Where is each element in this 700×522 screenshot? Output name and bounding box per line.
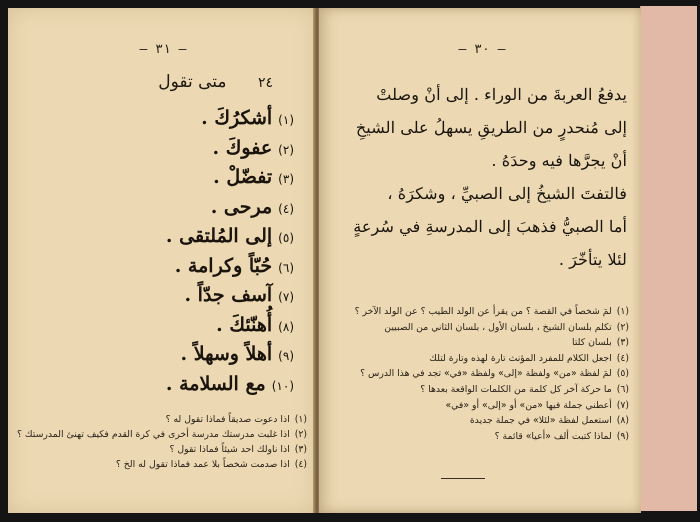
left-question-list (18, 412, 311, 472)
lesson-number: ٢٤ (257, 75, 273, 91)
question-text: بلسان كلتا (572, 337, 612, 349)
question-number: (٢) (294, 429, 307, 440)
question-text: أعطني جملة فيها «من» أو «إلى» أو «في» (445, 399, 612, 411)
question-text: اذا غلبت مدرستك مدرسة أخرى في كرة القدم فكيف تهنئ المدرستك ؟ (17, 429, 290, 440)
question-number: (٣) (616, 337, 629, 349)
phrase-item (18, 104, 308, 134)
phrase-text: مرحى . (210, 195, 273, 218)
question-text: اذا دعوت صديقاً فماذا تقول له ؟ (165, 414, 290, 425)
phrase-item (18, 163, 308, 193)
question-item (18, 412, 311, 427)
question-item (339, 304, 629, 320)
question-text: اذا ناولك احد شيئاً فماذا تقول ؟ (169, 444, 290, 455)
right-question-list (339, 304, 629, 444)
story-line: إلى مُنحدرٍ من الطريقِ يسهلُ على الشيخِ (355, 118, 627, 137)
question-item (339, 413, 629, 429)
phrase-item (18, 252, 308, 282)
question-item (339, 429, 629, 445)
left-page-number: — ٣١ — (139, 42, 187, 57)
question-number: (٩) (616, 430, 629, 442)
story-line: فالتفتَ الشيخُ إلى الصبيِّ ، وشكرَهُ ، (387, 184, 627, 203)
left-page (8, 8, 315, 513)
end-rule (441, 478, 485, 479)
question-text: اجعل الكلام للمفرد المؤنث تارة لهذه وتارة لتلك (429, 352, 612, 364)
question-text: اذا صدمت شخصاً بلا عمد فماذا تقول له الخ ؟ (115, 459, 290, 470)
right-page-number: — ٣٠ — (458, 42, 506, 57)
question-text: استعمل لفظة «لئلا» في جملة جديدة (469, 415, 612, 427)
phrase-number: (٥) (278, 231, 294, 245)
phrase-text: مع السلامة . (165, 372, 266, 395)
question-number: (٦) (616, 383, 629, 395)
story-line: لئلا يتأخّرَ . (558, 250, 627, 269)
question-item (339, 351, 629, 367)
question-number: (٢) (616, 321, 629, 333)
question-text: لمَ شخصاً في القصة ؟ من يقرأ عن الولد الطيب ؟ عن الولد الآخر ؟ (354, 306, 612, 317)
question-number: (٣) (294, 444, 307, 455)
question-number: (١) (294, 414, 307, 425)
lesson-title: متى تقول (158, 72, 227, 92)
story-line: يدفعُ العربةَ من الوراء . إلى أنْ وصلتْ (376, 85, 627, 104)
question-item (339, 398, 629, 414)
question-text: ما حركة آخر كل كلمة من الكلمات الواقعة بعدها ؟ (420, 383, 612, 395)
phrase-number: (٩) (278, 349, 294, 363)
phrase-text: عفوكَ . (212, 136, 273, 159)
story-line: أنْ يجرَّها فيه وحدَهُ . (491, 151, 627, 170)
phrase-text: آسف جدّاً . (184, 284, 273, 306)
phrase-item (18, 340, 308, 370)
phrase-number: (٢) (278, 142, 294, 157)
question-text: تكلم بلسان الشيخ ، بلسان الأول ، بلسان الثاني من الصبيين (384, 321, 612, 333)
story-line: أما الصبيُّ فذهبَ إلى المدرسةِ في سُرعةٍ (353, 217, 627, 236)
phrase-item (18, 370, 308, 400)
question-number: (٨) (616, 415, 629, 427)
right-page (319, 8, 641, 513)
phrase-text: حُبّاً وكرامة . (174, 254, 273, 277)
phrase-text: أُهنّئكَ . (216, 313, 273, 336)
question-text: لمَ لفظة «من» ولفظة «إلى» ولفظة «في» تجد في هذا الدرس ؟ (360, 368, 612, 380)
phrase-item (18, 134, 308, 164)
question-item (18, 442, 311, 457)
phrase-item (18, 222, 308, 252)
question-item (18, 427, 311, 442)
question-number: (٤) (294, 459, 307, 470)
phrase-text: تفضّلْ . (213, 166, 273, 188)
phrase-item (18, 281, 308, 311)
page-edge (640, 6, 697, 511)
question-item (339, 320, 629, 336)
phrase-number: (٤) (278, 201, 294, 216)
phrase-number: (١٠) (271, 378, 294, 393)
question-number: (٧) (616, 399, 629, 411)
phrase-text: أهلاً وسهلاً . (180, 343, 273, 365)
question-item (339, 382, 629, 398)
phrase-text: أشكرُكَ . (201, 107, 273, 129)
question-text: لماذا كتبت ألف «أعيا» قائمة ؟ (494, 430, 612, 442)
phrase-text: إلى المُلتقى . (165, 225, 273, 247)
lesson-heading (103, 72, 273, 92)
question-number: (٥) (616, 368, 629, 380)
question-item (18, 457, 311, 472)
phrase-item (18, 193, 308, 223)
phrase-number: (١) (278, 113, 294, 127)
phrase-number: (٣) (278, 172, 294, 186)
phrase-list (18, 104, 308, 399)
phrase-number: (٨) (278, 319, 294, 334)
question-item (339, 335, 629, 351)
question-item (339, 366, 629, 382)
story-text (337, 78, 627, 276)
question-number: (٤) (616, 352, 629, 364)
question-number: (١) (616, 306, 629, 317)
phrase-item (18, 311, 308, 341)
phrase-number: (٦) (278, 260, 294, 275)
phrase-number: (٧) (278, 290, 294, 304)
